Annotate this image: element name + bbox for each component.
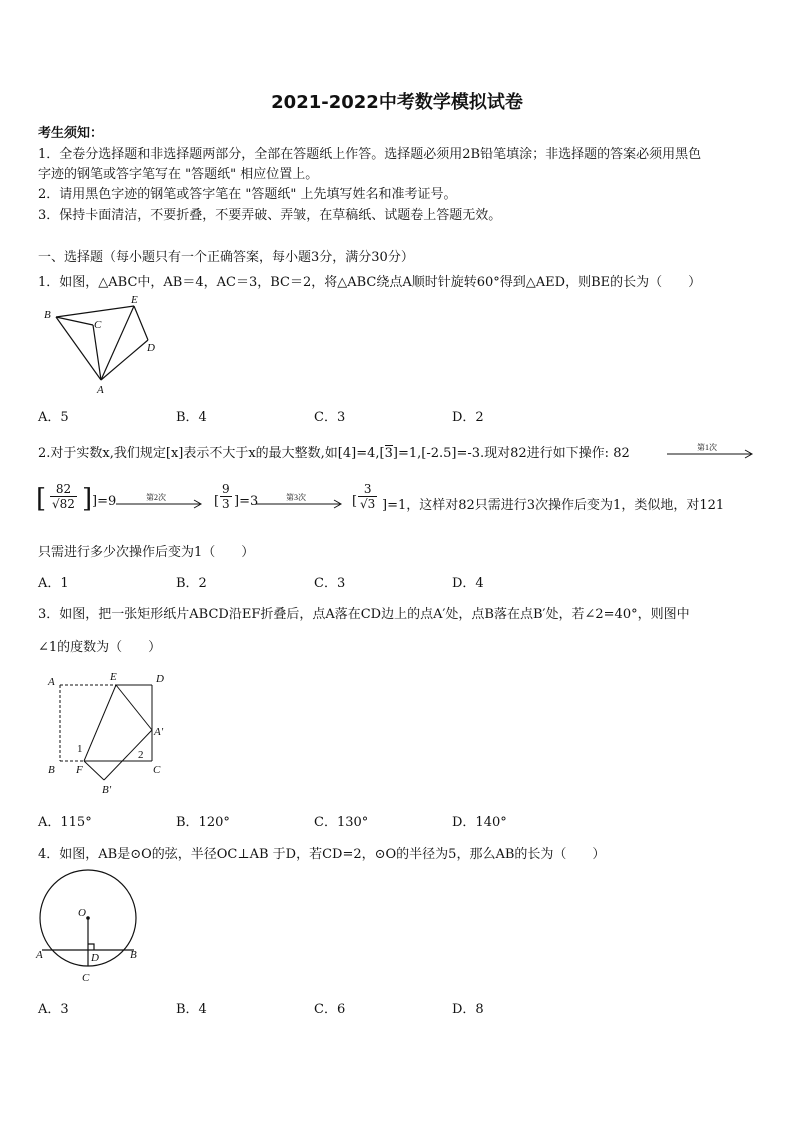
option-d[interactable]: D．2 <box>452 410 484 425</box>
arrow-step-3 <box>254 492 344 510</box>
label-c: C <box>82 972 90 984</box>
label-b-prime: B' <box>102 784 112 796</box>
page-title: 2021-2022中考数学模拟试卷 <box>271 92 523 113</box>
fraction-3-sqrt3: $\frac{3}{√3}$ <box>360 482 376 511</box>
question-4-stem: 4．如图，AB是⊙O的弦，半径OC⊥AB 于D，若CD=2，⊙O的半径为5，那么AB的长为（ ） <box>38 847 606 862</box>
segment-be <box>56 306 134 317</box>
label-b: B <box>130 949 137 961</box>
segment-ca <box>93 325 101 380</box>
fraction-9-3: $\frac{9}{3}$ <box>222 482 230 511</box>
fraction-3-sqrt3-group: [ $\frac{3}{√3}$ ]=1，这样对82只需进行3次操作后变为1，类似地，对121 <box>352 482 725 513</box>
label-d: D <box>156 673 164 685</box>
label-a: A <box>97 384 104 396</box>
segment-ef <box>84 685 116 761</box>
option-b[interactable]: B．4 <box>176 1002 207 1017</box>
step-3-label: 第3次 <box>286 493 306 502</box>
segment-da <box>101 340 148 380</box>
question-2-line-3: 只需进行多少次操作后变为1（ ） <box>38 545 255 560</box>
result-3: ]=3 <box>234 494 259 509</box>
option-a[interactable]: A．115° <box>38 815 92 830</box>
segment-ea <box>101 306 134 380</box>
question-4-figure <box>34 868 144 986</box>
label-e: E <box>110 671 117 683</box>
notice-item: 字迹的钢笔或答字笔写在 "答题纸" 相应位置上。 <box>38 167 319 182</box>
question-2-line-1: 2.对于实数x,我们规定[x]表示不大于x的最大整数,如[4]=4,[3]=1,[-2.5]=-3.现对82进行如下操作: 82 <box>38 446 630 461</box>
option-b[interactable]: B．2 <box>176 576 207 591</box>
label-f: F <box>76 764 83 776</box>
label-angle-1: 1 <box>77 743 83 755</box>
label-b: B <box>48 764 55 776</box>
notice-item: 1．全卷分选择题和非选择题两部分，全部在答题纸上作答。选择题必须用2B铅笔填涂；非选择题的答案必须用黑色 <box>38 147 702 162</box>
arrow-step-1 <box>665 442 755 460</box>
option-b[interactable]: B．4 <box>176 410 207 425</box>
label-a: A <box>48 676 55 688</box>
option-c[interactable]: C．3 <box>314 410 346 425</box>
label-angle-2: 2 <box>138 749 144 761</box>
label-c: C <box>153 764 161 776</box>
segment-ed <box>134 306 148 340</box>
question-3-line-1: 3．如图，把一张矩形纸片ABCD沿EF折叠后，点A落在CD边上的点A′处，点B落在点B′处，若∠2=40°，则图中 <box>38 607 690 622</box>
question-1-figure <box>38 292 160 398</box>
option-d[interactable]: D．140° <box>452 815 507 830</box>
step-1-label: 第1次 <box>697 443 717 452</box>
question-3-line-2: ∠1的度数为（ ） <box>38 640 162 655</box>
sqrt-radicand: 3 <box>384 446 393 461</box>
label-a-prime: A' <box>154 726 164 738</box>
arrow-step-2 <box>114 492 204 510</box>
segment-a-prime-b-prime <box>104 730 152 780</box>
question-1-stem: 1．如图，△ABC中，AB＝4，AC＝3，BC＝2，将△ABC绕点A顺时针旋转60°得到△AED，则BE的长为（ ） <box>38 275 702 290</box>
label-d: D <box>91 952 99 964</box>
segment-ea-prime <box>116 685 152 730</box>
label-a: A <box>36 949 43 961</box>
question-3-figure <box>40 668 180 796</box>
option-a[interactable]: A．3 <box>38 1002 69 1017</box>
fraction-82-sqrt82: $\frac{82}{√82}$ <box>52 482 75 511</box>
option-d[interactable]: D．8 <box>452 1002 484 1017</box>
option-d[interactable]: D．4 <box>452 576 484 591</box>
option-c[interactable]: C．3 <box>314 576 346 591</box>
option-b[interactable]: B．120° <box>176 815 230 830</box>
label-e: E <box>131 294 138 306</box>
center-point <box>86 916 90 920</box>
question-2-tail: ]=1，这样对82只需进行3次操作后变为1，类似地，对121 <box>382 498 725 513</box>
label-b: B <box>44 309 51 321</box>
option-a[interactable]: A．5 <box>38 410 69 425</box>
notice-item: 3．保持卡面清洁，不要折叠，不要弄破、弄皱，在草稿纸、试题卷上答题无效。 <box>38 208 502 223</box>
step-2-label: 第2次 <box>146 493 166 502</box>
label-d: D <box>147 342 155 354</box>
notice-item: 2．请用黑色字迹的钢笔或答字笔在 "答题纸" 上先填写姓名和准考证号。 <box>38 187 457 202</box>
result-9: ]=9 <box>92 494 117 509</box>
fraction-9-3-group: [ $\frac{9}{3}$ ]=3 <box>214 482 259 511</box>
notice-heading: 考生须知： <box>38 126 104 141</box>
option-c[interactable]: C．130° <box>314 815 369 830</box>
segment-fb-prime <box>84 761 104 780</box>
label-o: O <box>78 907 86 919</box>
label-c: C <box>94 319 102 331</box>
option-a[interactable]: A．1 <box>38 576 69 591</box>
right-angle-mark <box>88 944 94 950</box>
section-heading: 一、选择题（每小题只有一个正确答案，每小题3分，满分30分） <box>38 250 414 265</box>
option-c[interactable]: C．6 <box>314 1002 346 1017</box>
